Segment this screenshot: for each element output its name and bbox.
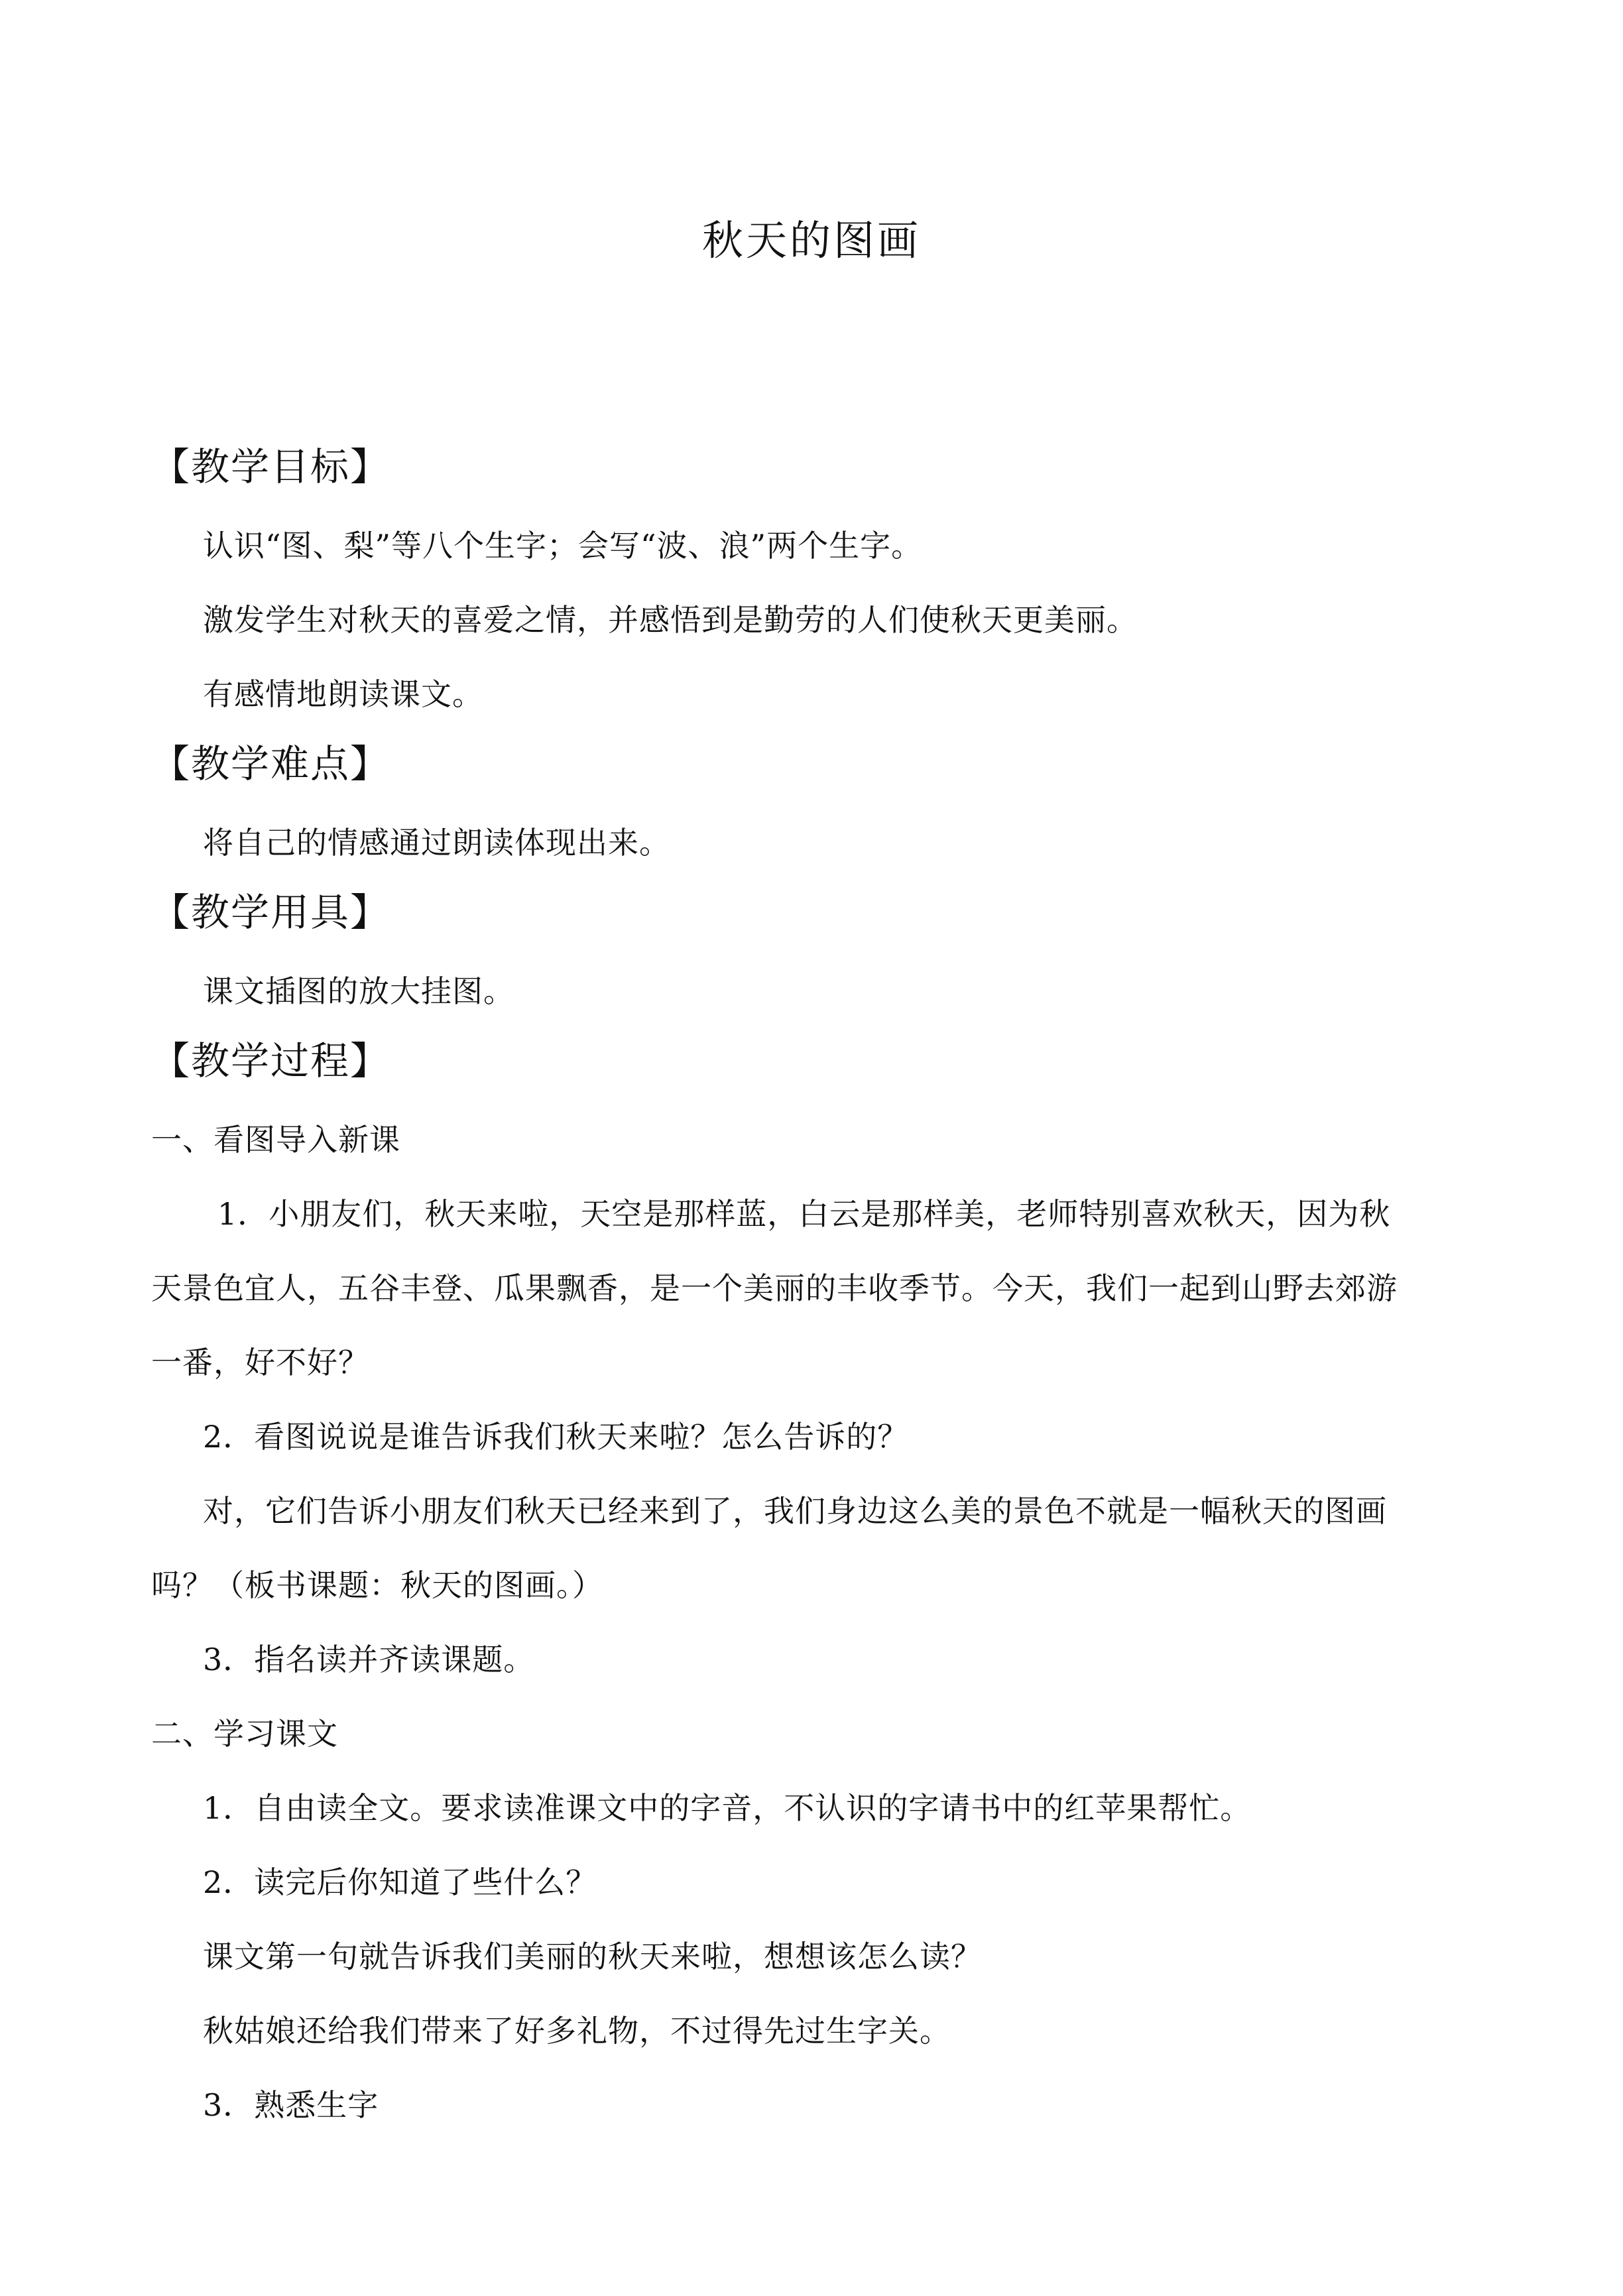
part2-title: 二、学习课文 (151, 1716, 338, 1752)
part1-paragraph3-line1: 对，它们告诉小朋友们秋天已经来到了，我们身边这么美的景色不就是一幅秋天的图画 (203, 1493, 1387, 1529)
part1-paragraph1-line3: 一番，好不好？ (151, 1345, 369, 1380)
part2-paragraph2: 2．读完后你知道了些什么？ (203, 1864, 597, 1900)
heading-teaching-tools: 【教学用具】 (151, 890, 391, 935)
tools-item-1: 课文插图的放大挂图。 (203, 973, 514, 1009)
part1-title: 一、看图导入新课 (151, 1122, 400, 1158)
heading-teaching-goals: 【教学目标】 (151, 444, 391, 489)
difficulty-item-1: 将自己的情感通过朗读体现出来。 (203, 825, 670, 861)
part2-paragraph3: 课文第一句就告诉我们美丽的秋天来啦，想想该怎么读？ (203, 1939, 982, 1974)
part2-paragraph5: 3．熟悉生字 (203, 2087, 379, 2123)
part1-paragraph2: 2．看图说说是谁告诉我们秋天来啦？怎么告诉的？ (203, 1419, 909, 1455)
goal-item-1: 认识“图、梨”等八个生字；会写“波、浪”两个生字。 (203, 528, 923, 564)
part2-paragraph4: 秋姑娘还给我们带来了好多礼物，不过得先过生字关。 (203, 2013, 951, 2049)
part1-paragraph1-line1: 1．小朋友们，秋天来啦，天空是那样蓝，白云是那样美，老师特别喜欢秋天，因为秋 (217, 1196, 1391, 1232)
goal-item-3: 有感情地朗读课文。 (203, 676, 483, 712)
goal-item-2: 激发学生对秋天的喜爱之情，并感悟到是勤劳的人们使秋天更美丽。 (203, 602, 1138, 638)
document-title: 秋天的图画 (701, 216, 921, 265)
heading-teaching-difficulty: 【教学难点】 (151, 741, 391, 786)
part2-paragraph1: 1．自由读全文。要求读准课文中的字音，不认识的字请书中的红苹果帮忙。 (203, 1790, 1252, 1826)
part1-paragraph1-line2: 天景色宜人，五谷丰登、瓜果飘香，是一个美丽的丰收季节。今天，我们一起到山野去郊游 (151, 1270, 1398, 1306)
part1-paragraph4: 3．指名读并齐读课题。 (203, 1642, 535, 1677)
heading-teaching-process: 【教学过程】 (151, 1038, 391, 1083)
part1-paragraph3-line2: 吗？（板书课题：秋天的图画。） (151, 1567, 603, 1603)
